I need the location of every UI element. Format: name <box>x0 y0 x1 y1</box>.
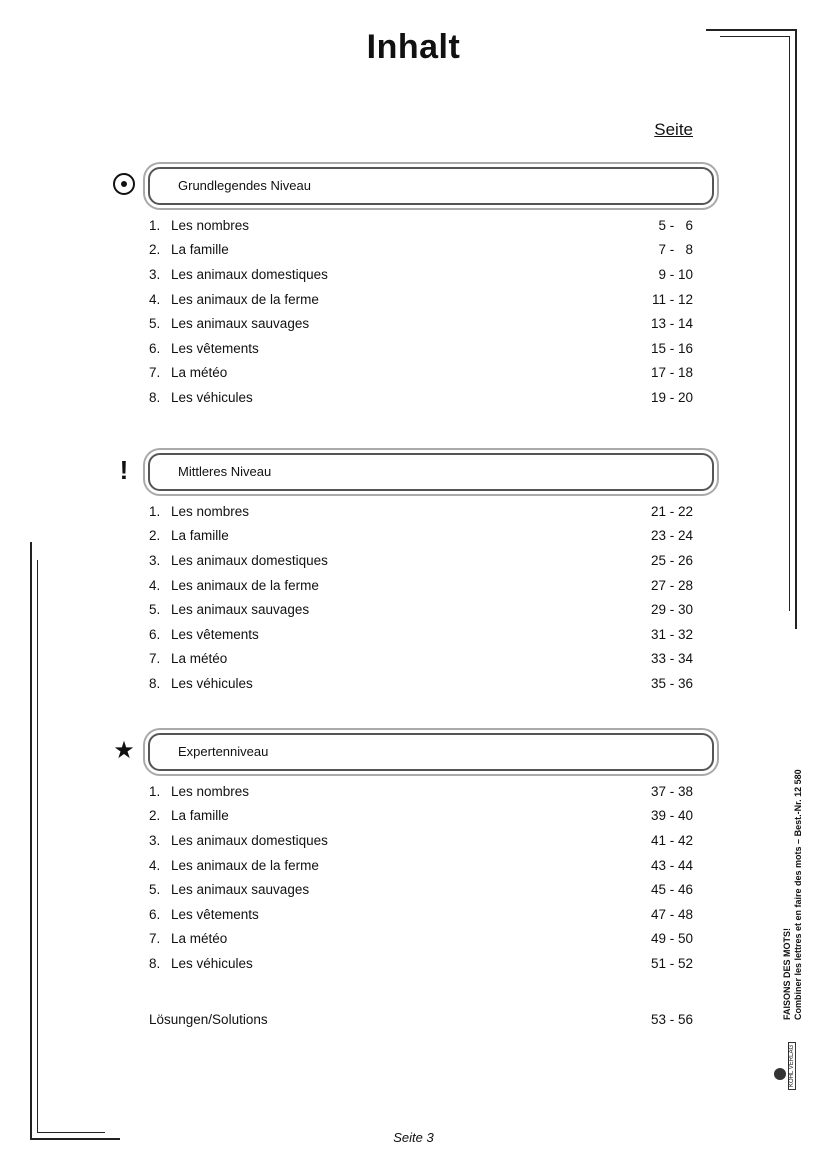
solutions-label: Lösungen/Solutions <box>149 1012 268 1027</box>
star-icon: ★ <box>113 737 135 764</box>
section-heading-box <box>148 167 714 205</box>
frame-top-right-outer <box>706 29 796 31</box>
toc-row: 2. La famille 23 - 24 <box>149 528 693 544</box>
seite-column-header: Seite <box>654 120 693 139</box>
frame-top-right-inner <box>720 36 790 37</box>
toc-row: 3. Les animaux domestiques 25 - 26 <box>149 552 693 568</box>
toc-row: 5. Les animaux sauvages 45 - 46 <box>149 882 693 898</box>
toc-row: 1. Les nombres 37 - 38 <box>149 783 693 799</box>
toc-list-expert <box>149 779 693 976</box>
section-heading-box <box>148 453 714 491</box>
solutions-pages: 53 - 56 <box>650 1012 693 1027</box>
toc-row: 6. Les vêtements 31 - 32 <box>149 626 693 642</box>
frame-right-inner <box>789 36 790 611</box>
toc-row: 8. Les véhicules 35 - 36 <box>149 675 693 691</box>
toc-row: 7. La météo 49 - 50 <box>149 931 693 947</box>
toc-row: 1. Les nombres 21 - 22 <box>149 503 693 519</box>
page-title: Inhalt <box>366 28 461 66</box>
side-book-info <box>782 769 804 1020</box>
section-heading: Expertenniveau <box>178 744 269 759</box>
toc-row: 4. Les animaux de la ferme 43 - 44 <box>149 857 693 873</box>
toc-row: 2. La famille 39 - 40 <box>149 808 693 824</box>
toc-row: 2. La famille 7 - 8 <box>149 242 693 258</box>
toc-row: 1. Les nombres 5 - 6 <box>149 217 693 233</box>
side-book-subtitle: Combiner les lettres et en faire des mots – Best.-Nr. 12 580 <box>793 769 803 1020</box>
toc-list-intermediate <box>149 499 693 696</box>
toc-row: 4. Les animaux de la ferme 27 - 28 <box>149 577 693 593</box>
toc-row: 3. Les animaux domestiques 9 - 10 <box>149 266 693 282</box>
toc-row: 7. La météo 33 - 34 <box>149 651 693 667</box>
frame-left-outer <box>30 542 32 1140</box>
toc-row: 4. Les animaux de la ferme 11 - 12 <box>149 291 693 307</box>
toc-row: 6. Les vêtements 47 - 48 <box>149 906 693 922</box>
page-footer: Seite 3 <box>393 1130 434 1145</box>
solutions-row <box>149 1012 693 1027</box>
toc-list-basic <box>149 213 693 410</box>
target-circle-icon <box>110 173 138 195</box>
exclamation-icon: ! <box>119 455 129 485</box>
frame-right-outer <box>795 29 797 629</box>
toc-row: 8. Les véhicules 19 - 20 <box>149 389 693 405</box>
toc-row: 7. La météo 17 - 18 <box>149 365 693 381</box>
publisher-name: KOHL VERLAG <box>788 1042 796 1090</box>
frame-left-inner <box>37 560 38 1133</box>
side-book-title: FAISONS DES MOTS! <box>782 927 792 1020</box>
toc-row: 8. Les véhicules 51 - 52 <box>149 955 693 971</box>
toc-row: 6. Les vêtements 15 - 16 <box>149 340 693 356</box>
section-heading: Grundlegendes Niveau <box>178 178 311 193</box>
section-heading-box <box>148 733 714 771</box>
toc-row: 5. Les animaux sauvages 13 - 14 <box>149 316 693 332</box>
section-heading: Mittleres Niveau <box>178 464 272 479</box>
toc-row: 5. Les animaux sauvages 29 - 30 <box>149 602 693 618</box>
toc-row: 3. Les animaux domestiques 41 - 42 <box>149 832 693 848</box>
